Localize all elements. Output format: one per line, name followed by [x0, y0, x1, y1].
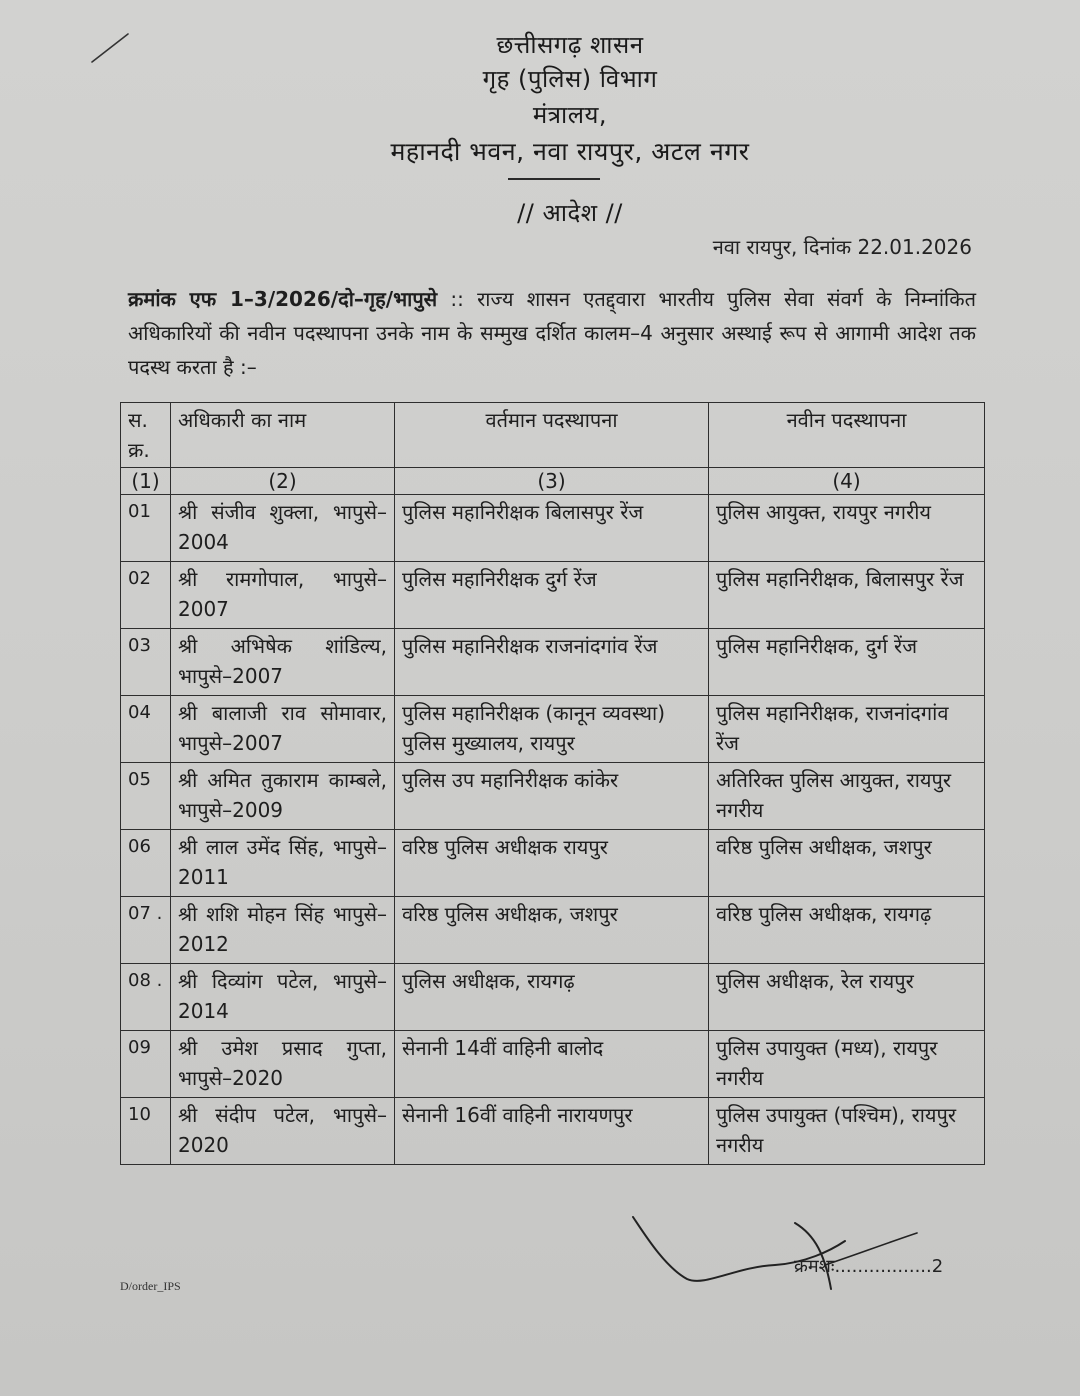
serial-number: 04: [121, 696, 171, 763]
order-reference: क्रमांक एफ 1–3/2026/दो–गृह/भापुसे: [128, 287, 438, 311]
column-number: (1): [121, 468, 171, 495]
officer-name: श्री उमेश प्रसाद गुप्ता, भापुसे–2020: [171, 1031, 395, 1098]
header-divider: [508, 178, 600, 180]
current-posting: सेनानी 14वीं वाहिनी बालोद: [395, 1031, 709, 1098]
serial-number: 02: [121, 562, 171, 629]
header-serial: स. क्र.: [121, 403, 171, 468]
header-government: छत्तीसगढ़ शासन: [496, 31, 644, 59]
table-row: [121, 562, 985, 629]
continued-marker: क्रमशः.................2: [794, 1256, 944, 1277]
table-row: [121, 964, 985, 1031]
table-row: [121, 629, 985, 696]
column-number-row: [121, 468, 985, 495]
table-header-row: [121, 403, 985, 468]
table-row: [121, 897, 985, 964]
current-posting: वरिष्ठ पुलिस अधीक्षक, जशपुर: [395, 897, 709, 964]
new-posting: पुलिस उपायुक्त (मध्य), रायपुर नगरीय: [709, 1031, 985, 1098]
officer-name: श्री अभिषेक शांडिल्य, भापुसे–2007: [171, 629, 395, 696]
table-row: [121, 763, 985, 830]
header-ministry: मंत्रालय,: [532, 101, 608, 129]
postings-table: [120, 402, 985, 1165]
serial-number: 01: [121, 495, 171, 562]
serial-number: 10: [121, 1098, 171, 1165]
officer-name: श्री अमित तुकाराम काम्बले, भापुसे–2009: [171, 763, 395, 830]
current-posting: पुलिस उप महानिरीक्षक कांकेर: [395, 763, 709, 830]
current-posting: सेनानी 16वीं वाहिनी नारायणपुर: [395, 1098, 709, 1165]
new-posting: अतिरिक्त पुलिस आयुक्त, रायपुर नगरीय: [709, 763, 985, 830]
serial-number: 06: [121, 830, 171, 897]
column-number: (2): [171, 468, 395, 495]
current-posting: पुलिस महानिरीक्षक राजनांदगांव रेंज: [395, 629, 709, 696]
header-department: गृह (पुलिस) विभाग: [482, 65, 658, 93]
new-posting: पुलिस महानिरीक्षक, दुर्ग रेंज: [709, 629, 985, 696]
new-posting: वरिष्ठ पुलिस अधीक्षक, रायगढ़: [709, 897, 985, 964]
serial-number: 08 .: [121, 964, 171, 1031]
intro-paragraph: [128, 282, 976, 384]
serial-number: 07 .: [121, 897, 171, 964]
officer-name: श्री बालाजी राव सोमावार, भापुसे–2007: [171, 696, 395, 763]
current-posting: पुलिस अधीक्षक, रायगढ़: [395, 964, 709, 1031]
order-title: // आदेश //: [517, 199, 623, 227]
column-number: (4): [709, 468, 985, 495]
table-row: [121, 830, 985, 897]
officer-name: श्री रामगोपाल, भापुसे–2007: [171, 562, 395, 629]
current-posting: पुलिस महानिरीक्षक बिलासपुर रेंज: [395, 495, 709, 562]
new-posting: पुलिस उपायुक्त (पश्चिम), रायपुर नगरीय: [709, 1098, 985, 1165]
current-posting: पुलिस महानिरीक्षक दुर्ग रेंज: [395, 562, 709, 629]
serial-number: 03: [121, 629, 171, 696]
officer-name: श्री दिव्यांग पटेल, भापुसे–2014: [171, 964, 395, 1031]
handwritten-signature: [625, 1205, 925, 1295]
column-number: (3): [395, 468, 709, 495]
header-officer-name: अधिकारी का नाम: [171, 403, 395, 468]
header-new-posting: नवीन पदस्थापना: [709, 403, 985, 468]
intro-text: :: राज्य शासन एतद्द्वारा भारतीय पुलिस सेवा संवर्ग के निम्नांकित अधिकारियों की नवीन पदस्थापना उनके नाम के सम्मुख दर्शित कालम–4 अनुसार अस्थाई रूप से आगामी आदेश तक पदस्थ करता है :–: [128, 287, 976, 379]
table-row: [121, 1098, 985, 1165]
officer-name: श्री संदीप पटेल, भापुसे–2020: [171, 1098, 395, 1165]
header-current-posting: वर्तमान पदस्थापना: [395, 403, 709, 468]
serial-number: 09: [121, 1031, 171, 1098]
current-posting: वरिष्ठ पुलिस अधीक्षक रायपुर: [395, 830, 709, 897]
date-line: नवा रायपुर, दिनांक 22.01.2026: [712, 235, 972, 259]
new-posting: पुलिस आयुक्त, रायपुर नगरीय: [709, 495, 985, 562]
officer-name: श्री संजीव शुक्ला, भापुसे–2004: [171, 495, 395, 562]
header-address: महानदी भवन, नवा रायपुर, अटल नगर: [390, 137, 750, 166]
new-posting: पुलिस महानिरीक्षक, राजनांदगांव रेंज: [709, 696, 985, 763]
officer-name: श्री लाल उमेंद सिंह, भापुसे–2011: [171, 830, 395, 897]
new-posting: पुलिस अधीक्षक, रेल रायपुर: [709, 964, 985, 1031]
new-posting: पुलिस महानिरीक्षक, बिलासपुर रेंज: [709, 562, 985, 629]
officer-name: श्री शशि मोहन सिंह भापुसे– 2012: [171, 897, 395, 964]
serial-number: 05: [121, 763, 171, 830]
current-posting: पुलिस महानिरीक्षक (कानून व्यवस्था) पुलिस मुख्यालय, रायपुर: [395, 696, 709, 763]
table-row: [121, 495, 985, 562]
table-row: [121, 1031, 985, 1098]
file-reference: D/order_IPS: [120, 1279, 181, 1293]
new-posting: वरिष्ठ पुलिस अधीक्षक, जशपुर: [709, 830, 985, 897]
table-row: [121, 696, 985, 763]
